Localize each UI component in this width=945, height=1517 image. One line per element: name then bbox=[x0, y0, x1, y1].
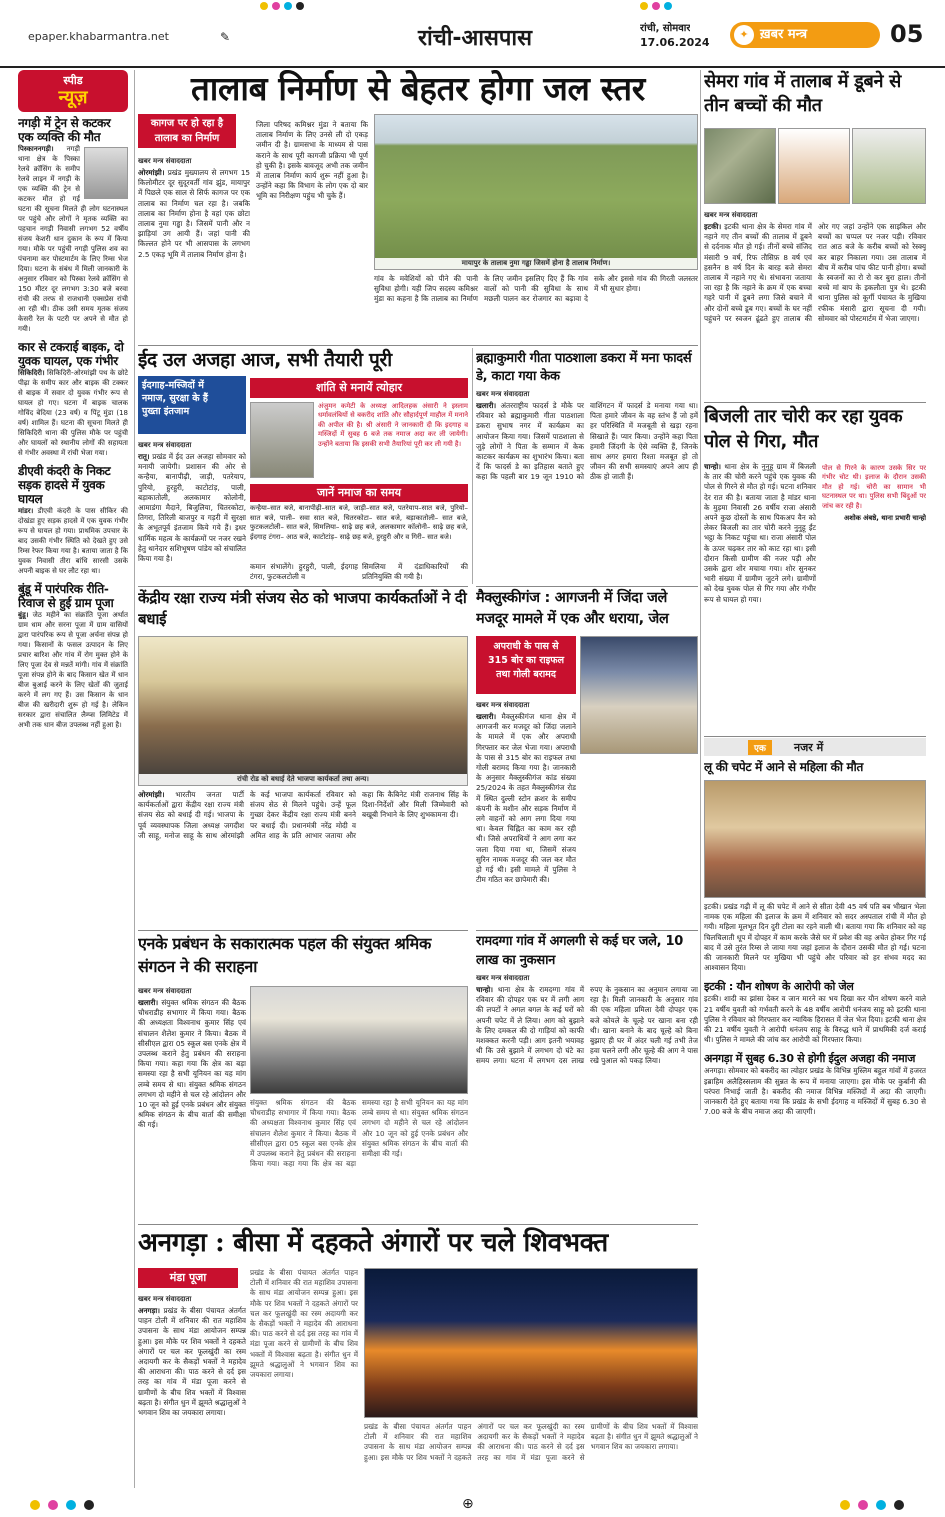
semra-body: इटकी थाना क्षेत्र के सेमरा गांव में नहाने गए तीन बच्चों की तालाब में डूबने से दर्दनाक मौत हो गई। तीनों बच्चे संजिद मंसारी 9 वर्ष, रिफ तौसिफ़ 8 वर्ष एवं हसनैन 8 वर्ष दिन के बारह बजे सेमरा तालाब में नहाने गए थे। संभावना जताया जा रहा है कि नहाने के क्रम में एक बच्चा गहरे पानी में डूबने लगा जिसे बचाने में और दोनों बच्चे डूब गए। बच्चों के घर नहीं पहुंचने पर स्वजन ढूंढते हुए तालाब की ओर गए जहां उन्होंने एक साइकिल और बच्चों का चप्पल पर नजर पड़ी। रविवार रात आठ बजे के करीब बच्चों को रेस्क्यू कर बाहर निकाला गया। उस तालाब में बीच में करीब पांच फीट पानी होगा। बच्चों के स्वजनों का रो रो कर बुरा हाल। तीनों बच्चे मां बाप के इकलौता पुत्र थे। इटकी थाना पुलिस को कूर्गी पंचायत के मुखिया रफीक मंसारी द्वारा सूचना दी गयी। सोमवार को पोस्टमार्टम में भेजा जाएगा। bbox=[704, 222, 926, 323]
semra-photo-2 bbox=[778, 128, 850, 204]
mcluskie-headline: मैक्लुस्कीगंज : आगजनी में जिंदा जले मजदूर मामले में एक और धराया, जेल bbox=[476, 590, 669, 627]
anagara-eid-headline: अनगड़ा में सुबह 6.30 से होगी ईदुल अजहा की नमाज bbox=[704, 1052, 916, 1066]
angara-body-repeat: प्रखंड के बीसा पंचायत अंतर्गत पाहन टोली में शनिवार की रात महाशिव उपासना के साथ मंडा आयोजन सम्पन्न हुआ। इस मौके पर शिव भक्तों ने दहकते अंगारों पर चल कर फूलखुंदी का रस्म अदायगी कर के सैकड़ों भक्तों ने महादेव की आराधना की। पाठ करने से दर्द इस तरह का गांव में मंडा पूजा करने से ग्रामीणों के बीच शिव भक्तों में विश्वास बढ़ता है। संगीत धुन में झूमते श्रद्धालुओं ने भगवान शिव का जयकारा लगाया। bbox=[250, 1268, 358, 1380]
angara-body-cont bbox=[250, 1268, 358, 1486]
ek-nazar-label: एक bbox=[748, 740, 772, 755]
angara-body: प्रखंड के बीसा पंचायत अंतर्गत पाहन टोली में शनिवार की रात महाशिव उपासना के साथ मंडा आयोजन सम्पन्न हुआ। इस मौके पर शिव भक्तों ने दहकते अंगारों पर चल कर फूलखुंदी का रस्म अदायगी कर के सैकड़ों भक्तों ने महादेव की आराधना की। पाठ करने से दर्द इस तरह का गांव में मंडा पूजा करने से ग्रामीणों के बीच शिव भक्तों में विश्वास बढ़ता है। संगीत धुन में झूमते श्रद्धालुओं ने भगवान शिव का जयकारा लगाया। bbox=[138, 1306, 246, 1418]
lead-byline: खबर मन्त्र संवाददाता bbox=[138, 157, 192, 165]
bijli-quote-by: अशोक अंबष्ठे, थाना प्रभारी चान्हो bbox=[844, 514, 926, 523]
itki-subheadline: इटकी : यौन शोषण के आरोपी को जेल bbox=[704, 980, 854, 994]
speed-news-column bbox=[18, 70, 130, 1488]
lead-kicker-line-2: तालाब का निर्माण bbox=[154, 133, 220, 144]
crosshair-icon: ⊕ bbox=[462, 1496, 474, 1512]
speed-story-3-headline: डीएवी कंदरी के निकट सड़क हादसे में युवक घायल bbox=[18, 464, 111, 506]
sanjay-body: भारतीय जनता पार्टी कार्यकर्ताओं द्वारा केंद्रीय रक्षा राज्य मंत्री संजय सेठ को बधाई दी गई। भाजपा के पूर्व व्यवस्थापक जिला अध्यक्ष जगदीश जी साहू, मनोज साहू के साथ ओरमांझी के कई भाजपा कार्यकर्ता रविवार को संजय सेठ से मिलने पहुंचे। उन्हें फूल गुच्छा देकर केंद्रीय रक्षा राज्य मंत्री बनने पर बधाई दी। प्रधानमंत्री नरेंद्र मोदी व अमित शाह के प्रति आभार जताया और कहा कि कैबिनेट मंत्री राजनाथ सिंह के दिशा-निर्देशों और मिली जिम्मेवारी को बखूबी निभाने के लिए शुभकामना दी। bbox=[138, 790, 468, 840]
shramik-story bbox=[138, 932, 468, 1222]
masthead bbox=[0, 0, 945, 68]
semra-place: इटकी। bbox=[704, 222, 722, 231]
eid-body-1: प्रखंड में ईद उल अजहा सोमवार को मनायी जायेगी। प्रशासन की ओर से कन्हैया, बानापीढ़ी, जाड़ी, पतरेयाप, पुरियो, हुरहुरी, काटोटांड़, पाली, बड़ाकातोली, अलकामार कोलोनी, आमाडंगा मैदाने, बिजुलिया, चितरकोटा, तिगरा, तिरिली बाजपुर व गड़री में सुरक्षा के अभूतपूर्व इंतजाम किये गये हैं। इधर धार्मिक महत्व के कार्यक्रमों पर नजर रखने हेतु थानेदार सशिभूषण पांडेय को संचालित किया गया है। bbox=[138, 452, 246, 564]
eid-byline: खबर मन्त्र संवाददाता bbox=[138, 441, 192, 449]
speed-story-1-headline: नगड़ी में ट्रेन से कटकर एक व्यक्ति की मौत bbox=[18, 116, 111, 144]
mcluskie-kicker bbox=[476, 636, 576, 694]
speed-story-1-place: पिस्काननगड़ी। bbox=[18, 145, 54, 153]
angara-photo bbox=[364, 1268, 698, 1418]
sanjay-place: ओरमांझी। bbox=[138, 790, 165, 799]
ramdagga-body: थाना क्षेत्र के रामदग्गा गांव में रविवार की दोपहर एक घर में लगी आग की लपटों ने अगल बगल के कई घरों को अपनी चपेट में ले लिया। आग को बुझाने के लिए दमकल की दो गाड़ियां को काफी मशक्कत करनी पड़ी। आग इतनी भयावह थी कि उसे बुझाने में लगभग दो घंटे का समय लगा। घटना में लगभग दस लाख रुपए के नुकसान का अनुमान लगाया जा रहा है। मिली जानकारी के अनुसार गांव की एक महिला प्रमिला देवी दोपहर एक बजे कोयले के चूल्हे पर खाना बना रही थी। खाना बनाने के बाद चूल्हे को बिना बुझाए ही घर में अंदर चली गई तभी तेज हवा चलने लगी और चूल्हे की आग ने पास रखे पुआल को पकड़ लिया। bbox=[476, 985, 698, 1066]
eid-headline: ईद उल अजहा आज, सभी तैयारी पूरी bbox=[138, 349, 392, 371]
mcluskie-kicker-line-3: तथा गोली बरामद bbox=[496, 669, 556, 680]
speed-story-4-headline: बुंडू में पारंपरिक रीति-रिवाज से हुई ग्राम पूजा bbox=[18, 582, 114, 610]
mcluskie-byline: खबर मन्त्र संवाददाता bbox=[476, 701, 530, 709]
mcluskie-photo bbox=[580, 636, 698, 754]
semra-byline: खबर मन्त्र संवाददाता bbox=[704, 211, 758, 219]
speed-story-4-place: बुंडू। bbox=[18, 611, 29, 619]
shramik-body-cont bbox=[250, 1098, 468, 1216]
footer-marks bbox=[0, 1494, 945, 1517]
ramdagga-place: चान्हो। bbox=[476, 985, 493, 994]
sanjay-story bbox=[138, 588, 468, 928]
bijli-body: थाना क्षेत्र के नुनुहू ग्राम में बिजली के तार की चोरी करने पहुंचे एक युवक की पोल से गिरने से मौत हो गई। घटना शनिवार देर रात की है। बताया जाता है मांडर थाना के मुड़मा निवासी 26 वर्षीय राजा अंसारी अपने कुछ दोस्तों के साथ पिकअप वैन को लेकर बिजली का तार चोरी करने नुनुहू ईंट भट्ठा के निकट पहुंचा था। राजा अंसारी पोल के ऊपर चढ़कर तार को काट रहा था। इसी दौरान किसी ग्रामीण की नजर पड़ी और उसके द्वारा शोर मचाया गया। शोर सुनकर भारी संख्या में ग्रामीण जुटने लगे। ग्रामीणों को देख युवक पोल से गिर गया और गंभीर रूप से घायल हो गया। bbox=[704, 462, 816, 604]
angara-body-repeat-2: प्रखंड के बीसा पंचायत अंतर्गत पाहन टोली में शनिवार की रात महाशिव उपासना के साथ मंडा आयोजन सम्पन्न हुआ। इस मौके पर शिव भक्तों ने दहकते अंगारों पर चल कर फूलखुंदी का रस्म अदायगी कर के सैकड़ों भक्तों ने महादेव की आराधना की। पाठ करने से दर्द इस तरह का गांव में मंडा पूजा करने से ग्रामीणों के बीच शिव भक्तों में विश्वास बढ़ता है। संगीत धुन में झूमते श्रद्धालुओं ने भगवान शिव का जयकारा लगाया। bbox=[364, 1422, 698, 1462]
section-title: रांची-आसपास bbox=[418, 26, 532, 51]
brand-name: ख़बर मन्त्र bbox=[760, 27, 808, 42]
city-day: रांची, सोमवार bbox=[640, 23, 691, 34]
shramik-place: खलारी। bbox=[138, 998, 159, 1007]
lead-photo bbox=[374, 114, 698, 270]
angara-byline: खबर मन्त्र संवाददाता bbox=[138, 1295, 192, 1303]
namaz-time-heading: जानें नमाज का समय bbox=[250, 484, 468, 502]
eid-kicker-line-2: नमाज, सुरक्षा के हैं bbox=[142, 393, 208, 404]
mcluskie-story bbox=[476, 588, 698, 928]
page-number: 05 bbox=[890, 20, 924, 48]
lead-kicker-line-1: कागज पर हो रहा है bbox=[150, 118, 224, 129]
lead-headline: तालाब निर्माण से बेहतर होगा जल स्तर bbox=[190, 70, 646, 108]
ek-nazar-section bbox=[704, 738, 926, 1488]
eid-story bbox=[138, 348, 468, 584]
angara-headline: अनगड़ा : बीसा में दहकते अंगारों पर चले शिवभक्त bbox=[138, 1228, 608, 1258]
angara-story bbox=[138, 1226, 698, 1488]
speed-news-bottom: न्यूज़ bbox=[58, 87, 88, 108]
ramdagga-headline: रामदग्गा गांव में अगलगी से कई घर जले, 10 लाख का नुकसान bbox=[476, 934, 683, 968]
ek-nazar-strip bbox=[704, 738, 926, 756]
sanjay-photo-caption: रांची रोड को बधाई देते भाजपा कार्यकर्ता तथा अन्य। bbox=[139, 774, 467, 785]
lead-story bbox=[138, 70, 698, 342]
brand-logo bbox=[730, 22, 880, 48]
semra-story bbox=[704, 70, 926, 400]
angara-kicker: मंडा पूजा bbox=[138, 1268, 238, 1288]
site-url[interactable]: epaper.khabarmantra.net bbox=[28, 30, 169, 43]
shramik-photo bbox=[250, 986, 468, 1094]
lead-kicker bbox=[138, 114, 236, 148]
loo-headline: लू की चपेट में आने से महिला की मौत bbox=[704, 760, 864, 774]
eid-peace-banner: शांति से मनायें त्योहार bbox=[250, 378, 468, 398]
bijli-headline: बिजली तार चोरी कर रहा युवक पोल से गिरा, मौत bbox=[704, 406, 903, 452]
mcluskie-body: मैक्लुस्कीगंज थाना क्षेत्र में आगजनी कर मजदूर को जिंदा जलाने के मामले में एक और अपराधी गिरफ्तार कर जेल भेजा गया। अपराधी के पास से 315 बोर का राइफल तथा गोली बरामद किया गया है। जानकारी के अनुसार मैक्लुस्कीगंज कांड संख्या 25/2024 के तहत मैक्लुस्कीगंज रोड में स्थित दुल्ली स्टोन क्रशर के समीप कंपनी के मशीन और सड़क निर्माण में लगे वाहनों को आग लगा दिया गया था। केवल चिह्नित का काम कर रही थी। जिसे अपराधियों ने आग लगा कर जला दिया गया था, जिसमें संजय सुरिन नामक मजदूर की जल कर मौत हो गई थी। इसी मामले में पुलिस ने टीम गठित कर छापेमारी की। bbox=[476, 712, 576, 885]
brahma-headline: ब्रह्माकुमारी गीता पाठशाला डकरा में मना फादर्स डे, काटा गया केक bbox=[476, 351, 692, 384]
brahma-place: खलारी। bbox=[476, 401, 497, 410]
mcluskie-kicker-line-1: अपराधी के पास से bbox=[493, 641, 559, 652]
brahma-byline: खबर मन्त्र संवाददाता bbox=[476, 390, 530, 398]
speed-story-1-photo bbox=[84, 147, 128, 199]
loo-body-1: इटकी। प्रखंड गढ़ी में लू की चपेट में आने से सीता देवी 45 वर्ष पति बब भीखान भेला नामक एक महिला की इलाज के क्रम में शनिवार को सदर अस्पताल रांची में मौत हो गयी। महिला मूलभूत दिन दुरी टोला का रहने वाली थी। बताया गया कि शनिवार को वह चिलचिलाती धूप में दोपहर में काम करके जैसे घर में प्रवेश की वह अचेत होकर गिर गई बाद में उसे तुरंत रिम्स ले जाया गया जहां इलाज के दौरान उसकी मौत हो गई। घटना की जानकारी मिलने पर मुखिया भी पहुंचे और परिवार को हर संभव मदद का आश्वासन दिया। bbox=[704, 902, 926, 973]
eid-quote: अंजुमन कमेटी के अध्यक्ष आदिलहक अंसारी ने इस्लाम धर्मावलंबियों से बकरीद शांति और सौहार्दपूर्ण माहौल में मनाने की अपील की है। श्री अंसारी ने जानकारी दी कि इदगाह व मस्जिदों में सुबह 6 बजे तक नमाज अदा कर ली जायेगी। उन्होंने बताया कि इसकी सभी तैयारियां पूरी कर ली गयी है। bbox=[318, 402, 468, 448]
lead-body-1: प्रखंड मुख्यालय से लगभग 15 किलोमीटर दूर सुदूरवर्ती गांव झुंड, मायापुर में पिछले एक साल से सिर्फ कागज पर एक तालाब का निर्माण चल रहा है। जबकि तालाब का निर्माण होना है वहां एक छोटा तालाब नुमा गड्ढा है। जिसमें पानी और न झाड़ियां उग आयी हैं। जहां पानी की किल्लत होने पर भी आसपास के लगभग 2.5 एकड़ भूमि में तालाब निर्माण होना है। bbox=[138, 168, 250, 259]
speed-story-3-body: डीएवी कंदरी के पास सीकिर की दोखंडा हुए सड़क हादसे में एक युवक गंभीर रूप से घायल हो गया। प्राथमिक उपचार के बाद उसकी गंभीर स्थिति को देखते हुए उसे रिम्स रेफर किया गया है। बताया जाता है कि युवक निवासी तीरा बांधि सारसी उसके अपनी बाइक से घर लौट रहा था। bbox=[18, 507, 128, 575]
lead-place: ओरमांझी। bbox=[138, 168, 165, 177]
angara-place: अनगड़ा। bbox=[138, 1306, 160, 1315]
bijli-story bbox=[704, 404, 926, 734]
mcluskie-place: खलारी। bbox=[476, 712, 497, 721]
sanjay-headline: केंद्रीय रक्षा राज्य मंत्री संजय सेठ को भाजपा कार्यकर्ताओं ने दी बधाई bbox=[138, 589, 467, 628]
shramik-headline: एनके प्रबंधन के सकारात्मक पहल की संयुक्त श्रमिक संगठन ने की सराहना bbox=[138, 934, 431, 976]
logo-icon: ✦ bbox=[734, 25, 754, 45]
shramik-body-repeat: संयुक्त श्रमिक संगठन की बैठक चौधराडीह सभागार में किया गया। बैठक की अध्यक्षता विश्वनाथ कुमार सिंह एवं संचालन शैलेश कुमार ने किया। बैठक में सीसीएल द्वारा 05 स्कूल बस एनके क्षेत्र में उपलब्ध कराने हेतु प्रबंधन की सराहना किया गया। कहा गया कि क्षेत्र का बड़ा समस्या रहा है सभी यूनियन का यह मांग लम्बे समय से था। संयुक्त श्रमिक संगठन लगभग दो महीने से चल रहे आंदोलन और 10 जून को हुई एनके प्रबंधन और संयुक्त श्रमिक संगठन के बीच वार्ता की समीक्षा की गई। bbox=[250, 1098, 468, 1169]
brahma-story bbox=[476, 350, 698, 584]
speed-story-2-body: सिकिदिरी-ओरमांझी पथ के छोटे पीढ़ा के समीप कार और बाइक की टक्कर से बाइक में सवार दो युवक गंभीर रूप से घायल हो गए। घटना में बाइक चालक गोविंद बेदिया (23 वर्ष) व पिंटू मुंडा (18 वर्ष) शामिल हैं। घटना की सूचना मिलते ही सिकिदिरी थाना की पुलिस मौके पर पहुंची और घायलों को स्थानीय लोगों की सहायता से गंभीर अवस्था में रांची भेजा गया। bbox=[18, 369, 128, 457]
speed-story-2-place: सिकिदिरी। bbox=[18, 369, 45, 377]
speed-news-badge bbox=[18, 70, 128, 112]
angara-photo-text bbox=[364, 1422, 698, 1486]
eid-quote-photo bbox=[250, 402, 314, 478]
semra-photo-3 bbox=[852, 128, 926, 204]
shramik-byline: खबर मन्त्र संवाददाता bbox=[138, 987, 192, 995]
speed-story-2-headline: कार से टकराई बाइक, दो युवक घायल, एक गंभीर bbox=[18, 340, 124, 368]
lead-body-3: गांव के मवेशियों को पीने की पानी सुविधा होगी। यही जिप सदस्य कमिश्नर मुंडा का कहना है कि तालाब का निर्माण के लिए जमीन इसलिए दिए हैं कि गांव वालों को पानी की सुविधा के साथ मछली पालन कर रोजगार का बढ़ावा दे सके और इससे गांव की गिरती जलस्तर में भी सुधार होगा। bbox=[374, 274, 698, 304]
bijli-quote: पोल से गिरने के कारण उसके सिर पर गंभीर चोट थी। इलाज के दौरान उसकी मौत हो गई। चोरी का सामान भी घटनास्थल पर था। पुलिस सभी बिंदुओं पर जांच कर रही है। bbox=[822, 464, 926, 510]
eid-kicker-line-3: पुख्ता इंतजाम bbox=[142, 406, 190, 417]
sanjay-photo bbox=[138, 636, 468, 786]
speed-story-1-body: नगड़ी थाना क्षेत्र के पिस्का रेलवे क्रॉसिंग के समीप रेलवे लाइन में नगड़ी के एक व्यक्ति की ट्रेन से कटकर मौत हो गई घटना की सूचना मिलते ही लोग घटनास्थल पर पहुंचे और लोगों ने मृतक व्यक्ति का पहचान नगड़ी निवासी लगभग 52 वर्षीय संजय केशरी धान दुकान के रूप में किया गया। मौके पर पहुंची नगड़ी पुलिस शव का पंचनामा कर पोस्टमार्टम के लिए रिम्स भेज दिया। घटना के संबंध में मिली जानकारी के अनुसार रविवार को पिस्का रेलवे क्रॉसिंग से 150 मीटर दूर लगभग 3:30 बजे बरवा रांची की तरफ से राजधानी एक्सप्रेस रांची आ रही थी। ठीक उसी समय मृतक संजय केसरी रेल के पटरी पर अपने से मौत हो गयी। bbox=[18, 145, 128, 333]
speed-news-top: स्पीड bbox=[63, 74, 83, 87]
ramdagga-byline: खबर मन्त्र संवाददाता bbox=[476, 974, 530, 982]
eid-body-3: सिमलिया में दंडाधिकारियों की प्रतिनियुक्ति की गयी है। bbox=[362, 562, 468, 582]
registration-marks bbox=[0, 0, 945, 12]
speed-story-4-body: जेठ महीने का संक्रांति पूजा अर्थात ग्राम धाम और सरना पूजा में ग्राम वासियों द्वारा पारंपरिक रूप से पूजा अर्चना संपन्न हो गया। किसानों के फसल उत्पादन के लिए प्रचार बारिश और गांव में रोग मुक्त होने के लिए पूजा देव से मन्नतें मांगी। गांव में संक्रांति पूजा संपन्न होने के बाद किसान खेत में धान बीज बुआई करने के लिए खेतों की जुताई करने में लग गए हैं। उस किसान के धान बीज की खरीदारी शुरू हो गई है। लेकिन सरकार द्वारा संचालित लैम्प्स लिमिटेड में अभी तक धान बीज उपलब्ध नहीं हुआ है। bbox=[18, 611, 128, 729]
issue-date: 17.06.2024 bbox=[640, 36, 710, 49]
semra-headline: सेमरा गांव में तालाब में डूबने से तीन बच्चों की मौत bbox=[704, 71, 902, 116]
loo-body-2: इटकी। शादी का झांसा देकर व जान मारने का भय दिखा कर यौन शोषण करने वाले 21 वर्षीय युवती को गर्भवती करने के 48 वर्षीय आरोपी धनंजय साहू को इटकी थाना पुलिस ने रविवार को गिरफ्तार कर न्यायिक हिरासत में जेल भेज दिया। इटकी थाना क्षेत्र की 21 वर्षीय युवती ने आरोपी धनंजय साहू के विरुद्ध थाने में प्राथमिकी दर्ज कराई थी। पुलिस ने मामले की जांच कर आरोपी को गिरफ्तार किया। bbox=[704, 994, 926, 1045]
eid-kicker bbox=[138, 376, 246, 434]
pen-icon: ✎ bbox=[220, 30, 231, 44]
speed-story-3-place: मांडर। bbox=[18, 507, 34, 515]
loo-body-3: अनगड़ा। सोमवार को बकरीद का त्योहार प्रखंड के विभिन्न मुस्लिम बहुल गांवों में हजरत इब्राहिम अलैहिस्सलाम की सुन्नत के रूप में मनाया जाएगा। इस मौके पर कुर्बानी की परंपरा निभाई जाती है। बकरीद की नमाज विभिन्न मस्जिदों में अदा की जाएगी। जानकारी देते हुए बताया गया कि प्रखंड के सभी ईदगाह व मस्जिदों में सुबह 6.30 से 7.00 बजे के बीच नमाज अदा की जाएगी। bbox=[704, 1066, 926, 1117]
bijli-place: चान्हो। bbox=[704, 462, 721, 471]
ek-nazar-title: नजर में bbox=[794, 741, 824, 754]
brahma-body: अंतरराष्ट्रीय फादर्स डे मौके पर रविवार को ब्रह्माकुमारी गीता पाठशाला डकरा सुभाष नगर में कार्यक्रम का आयोजन किया गया। जिसमें पाठशाला से जुड़े लोगों ने पिता के सम्मान में केक काटकर कार्यक्रम का शुभारंभ किया। बता दें कि फादर्स डे का इतिहास बताते हुए कहा कि पहली बार 19 जून 1910 को वाशिंगटन में फादर्स डे मनाया गया था। पिता हमारे जीवन के वह स्तंभ हैं जो हमें हर परिस्थिति में मजबूती से खड़ा रहना सिखाते हैं। प्यार किया। उन्होंने कहा पिता हमारी जिंदगी के ऐसे व्यक्ति हैं, जिनके साथ अगर हमारा रिश्ता मजबूत हो तो जीवन की सभी समस्याएं अपने आप ही ठीक हो जाती हैं। bbox=[476, 401, 698, 482]
lead-body-2: जिला परिषद कमिश्नर मुंडा ने बताया कि तालाब निर्माण के लिए उनसे ली दो एकड़ जमीन दी है। ग्रामसभा के माध्यम से पास कराने के साथ पूरी कागजी प्रक्रिया भी पूर्ण हो चुकी है। इसके बावजूद अभी तक जमीन में तालाब निर्माण कार्य शुरू नहीं हुआ है। उन्होंने कहा कि विभाग के लोग एक दो बार भूमि का निरीक्षण पहुंच भी चुके हैं। bbox=[256, 120, 368, 201]
namaz-times: कन्हैया–सात बजे, बानापीढ़ी–सात बजे, जाड़ी–सात बजे, पतरेयाप–सात बजे, पुरियो–सात बजे, पाली– सवा सात बजे, चितरकोटा– सात बजे, बड़ाकातोली– सात बजे, फुटकलटोली– सात बजे, सिमलिया– साढ़े छह बजे, अलकामार कॉलोनी– साढ़े छह बजे, ईदगाह टंगरा– आठ बजे, काटोटांड़– साढ़े छह बजे, हुरहुरी और व गिरी– सात बजे। bbox=[250, 504, 468, 541]
lead-photo-caption: मायापुर के तालाब नुमा गड्ढा जिसमें होना है तालाब निर्माण। bbox=[375, 258, 697, 269]
eid-body-2: कमान संभालेंगे। हुरहुरी, पाली, ईदगाह टंगरा, फुटकलटोली व bbox=[250, 562, 358, 582]
loo-photo bbox=[704, 780, 926, 898]
shramik-body: संयुक्त श्रमिक संगठन की बैठक चौधराडीह सभागार में किया गया। बैठक की अध्यक्षता विश्वनाथ कुमार सिंह एवं संचालन शैलेश कुमार ने किया। बैठक में सीसीएल द्वारा 05 स्कूल बस एनके क्षेत्र में उपलब्ध कराने हेतु प्रबंधन की सराहना किया गया। कहा गया कि क्षेत्र का बड़ा समस्या रहा है सभी यूनियन का यह मांग लम्बे समय से था। संयुक्त श्रमिक संगठन लगभग दो महीने से चल रहे आंदोलन और 10 जून को हुई एनके प्रबंधन और संयुक्त श्रमिक संगठन के बीच वार्ता की समीक्षा की गई। bbox=[138, 998, 246, 1130]
eid-kicker-line-1: ईदगाह-मस्जिदों में bbox=[142, 380, 204, 391]
eid-place: रातू। bbox=[138, 452, 150, 461]
mcluskie-kicker-line-2: 315 बोर का राइफल bbox=[487, 655, 565, 666]
ramdagga-story bbox=[476, 932, 698, 1222]
semra-photo-1 bbox=[704, 128, 776, 204]
